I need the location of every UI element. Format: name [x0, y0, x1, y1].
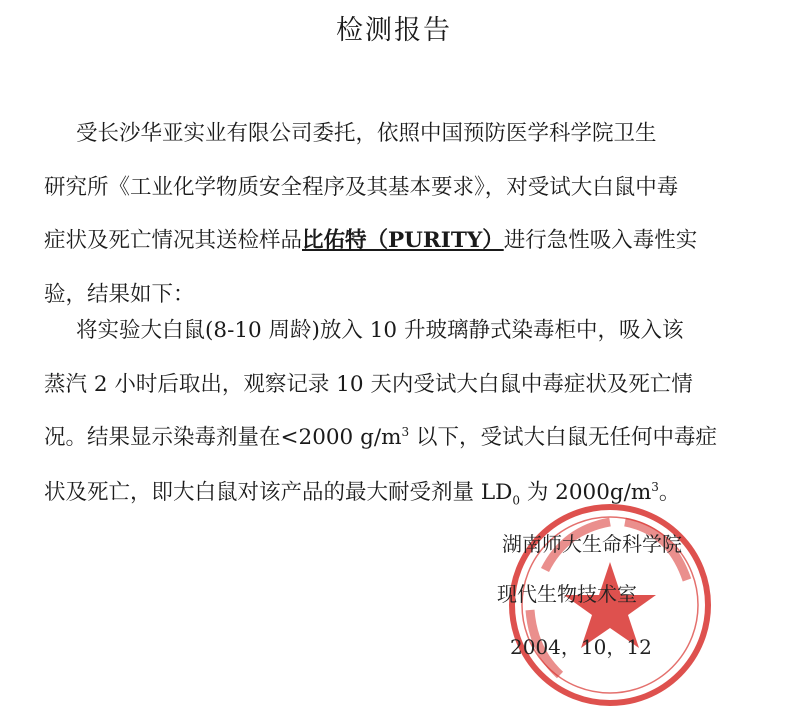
paragraph1-line1: 受长沙华亚实业有限公司委托，依照中国预防医学科学院卫生 [76, 121, 657, 146]
paragraph2-line2: 蒸汽 2 小时后取出，观察记录 10 天内受试大白鼠中毒症状及死亡情 [44, 372, 693, 397]
unit-superscript: 3 [401, 424, 410, 439]
paragraph2-line3-post: 以下，受试大白鼠无任何中毒症 [409, 425, 717, 450]
product-name: 比佑特（PURITY） [302, 228, 504, 253]
paragraph2-line3 [44, 420, 717, 451]
paragraph2-line3-pre: 况。结果显示染毒剂量在<2000 g/m [44, 425, 402, 450]
report-title: 检测报告 [336, 15, 452, 46]
paragraph1-line3 [44, 223, 697, 254]
paragraph2-line4-post: 。 [658, 480, 681, 505]
paragraph2-line4-pre: 状及死亡，即大白鼠对该产品的最大耐受剂量 LD [44, 480, 513, 505]
paragraph2-line1: 将实验大白鼠(8-10 周龄)放入 10 升玻璃静式染毒柜中，吸入该 [76, 318, 684, 343]
unit-superscript-2: 3 [651, 479, 659, 494]
signature-dept: 现代生物技术室 [497, 582, 637, 606]
paragraph1-line3-post: 进行急性吸入毒性实 [503, 228, 698, 253]
signature-org: 湖南师大生命科学院 [502, 532, 682, 556]
paragraph1-line3-pre: 症状及死亡情况其送检样品 [44, 228, 303, 253]
ld-subscript: 0 [512, 493, 520, 508]
paragraph1-line4: 验，结果如下： [44, 282, 195, 307]
paragraph2-line4-mid: 为 2000g/m [520, 480, 652, 505]
paragraph1-line2: 研究所《工业化学物质安全程序及其基本要求》，对受试大白鼠中毒 [44, 175, 679, 200]
signature-date: 2004，10，12 [510, 635, 652, 659]
